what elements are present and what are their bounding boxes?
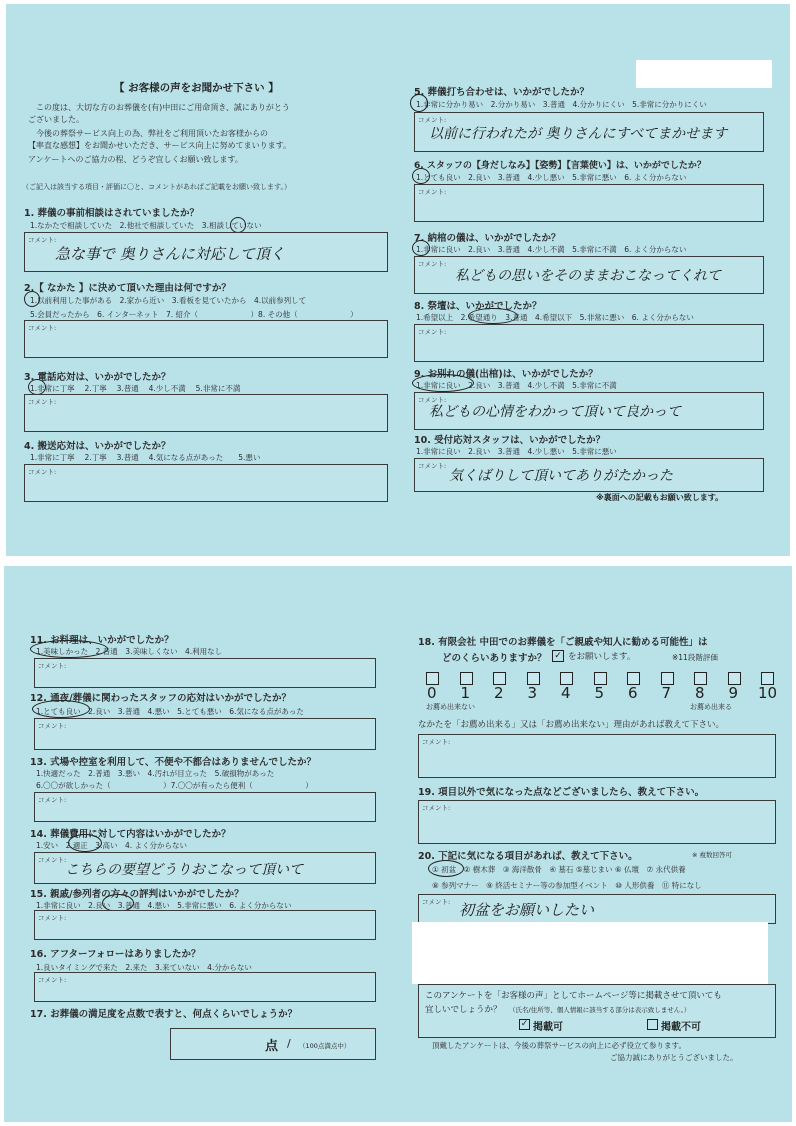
comment-box[interactable] xyxy=(414,392,764,430)
question-title: 9. お別れの儀(出棺)は、いかがでしたか？ xyxy=(414,369,598,380)
answer-circle-mark xyxy=(28,379,46,395)
question-title: 8. 祭壇は、いかがでしたか？ xyxy=(414,301,542,312)
question-title: どのくらいありますか？ xyxy=(442,653,547,664)
question-options: 1.非常に丁寧 2.丁寧 3.普通 4.気になる点があった 5.悪い xyxy=(30,453,261,462)
comment-label: コメント: xyxy=(422,804,451,812)
footer-line: ご協力誠にありがとうございました。 xyxy=(610,1053,738,1062)
comment-box[interactable] xyxy=(34,718,376,750)
score-slash: / xyxy=(287,1037,291,1050)
handwritten-comment: 初盆をお願いしたい xyxy=(459,901,595,919)
comment-box[interactable] xyxy=(24,464,388,502)
question-title: 1. 葬儀の事前相談はされていましたか？ xyxy=(24,208,200,219)
comment-label: コメント: xyxy=(38,662,67,670)
intro-line: アンケートへのご協力の程、どうぞ宜しくお願い致します。 xyxy=(28,155,243,164)
comment-box[interactable] xyxy=(414,184,764,222)
scale-number: 2 xyxy=(494,684,504,702)
comment-label: コメント: xyxy=(418,328,447,336)
comment-label: コメント: xyxy=(422,898,451,906)
answer-circle-mark xyxy=(412,240,430,256)
scale-low-label: お薦め出来ない xyxy=(426,703,475,711)
scale-high-label: お薦め出来る xyxy=(690,703,732,711)
handwritten-comment: こちらの要望どうりおこなって頂いて xyxy=(65,862,303,878)
question-options: 1.非常に良い 2.良い 3.普通 4.少し不満 5.非常に不満 6. よく分からない xyxy=(416,245,687,254)
intro-line: ございました。 xyxy=(28,115,84,124)
scale-number: 9 xyxy=(728,684,739,702)
scale-number: 3 xyxy=(527,684,538,702)
question-options: 1.非常に良い 2.良い 3.普通 4.少し不満 5.非常に不満 xyxy=(416,381,617,390)
comment-box[interactable] xyxy=(24,320,388,358)
scale-number: 4 xyxy=(561,684,571,702)
intro-line: 今後の葬祭サービス向上の為、弊社をご利用頂いたお客様からの xyxy=(36,129,268,138)
back-page-note: ※裏面への記載もお願い致します。 xyxy=(596,493,724,502)
comment-label: コメント: xyxy=(28,324,57,332)
question-options: 1.非常に良い 2.良い 3.普通 4.少し悪い 5.非常に悪い xyxy=(416,447,617,456)
intro-line: 【率直な感想】をお聞かせいただき、サービス向上に努めてまいります。 xyxy=(28,141,292,150)
comment-label: コメント: xyxy=(418,462,447,470)
comment-label: コメント: xyxy=(28,236,57,244)
comment-box[interactable] xyxy=(414,256,764,294)
question-title: 6. スタッフの【身だしなみ】【姿勢】【言葉使い】は、いかがでしたか？ xyxy=(414,161,706,171)
comment-box[interactable] xyxy=(34,910,376,940)
comment-box[interactable] xyxy=(34,972,376,1002)
instructions-note: （ご記入は該当する項目・評価に〇と、コメントがあればご記載をお願い致します。） xyxy=(22,183,291,191)
answer-circle-mark xyxy=(68,834,102,852)
handwritten-comment: 急な事で 奥りさんに対応して頂く xyxy=(55,245,285,263)
survey-title: 【 お客様の声をお聞かせ下さい 】 xyxy=(114,82,279,94)
question-title: 3. 電話応対は、いかがでしたか？ xyxy=(24,372,171,383)
question-title: 7. 納棺の儀は、いかがでしたか？ xyxy=(414,233,561,244)
handwritten-comment: 私どもの思いをそのままおこなってくれて xyxy=(455,268,721,284)
question-title: 15. 親戚/参列者の方々の評判はいかがでしたか？ xyxy=(30,889,244,900)
question-options: 1.美味しかった 2.普通 3.美味しくない 4.利用なし xyxy=(36,647,223,656)
answer-circle-mark xyxy=(412,168,430,184)
handwritten-comment: 以前に行われたが 奥りさんにすべてまかせます xyxy=(429,126,728,142)
comment-box[interactable] xyxy=(34,792,376,822)
comment-label: コメント: xyxy=(38,722,67,730)
comment-label: コメント: xyxy=(418,260,447,268)
score-input-box[interactable] xyxy=(170,1028,376,1060)
comment-label: コメント: xyxy=(38,796,67,804)
question-title: 4. 搬送応対は、いかがでしたか？ xyxy=(24,441,171,452)
question-options: 1.とても良い 2.良い 3.普通 4.悪い 5.とても悪い 6.気になる点があった xyxy=(36,707,304,716)
question-options: 6.〇〇が欲しかった（ ）7.〇〇が有ったら便利（ ） xyxy=(36,781,313,790)
comment-box[interactable] xyxy=(418,734,776,778)
scale-number: 1 xyxy=(460,684,471,702)
handwritten-comment: 私どもの心情をわかって頂いて良かって xyxy=(429,404,681,420)
question-title: 14. 葬儀費用に対して内容はいかがでしたか？ xyxy=(30,829,231,840)
comment-label: コメント: xyxy=(422,738,451,746)
question-options: 1.とても良い 2.良い 3.普通 4.少し悪い 5.非常に悪い 6. よく分からない xyxy=(416,173,687,182)
question-title: 20. 下記に気になる項目があれば、教えて下さい。 xyxy=(418,851,638,862)
question-options: 1.以前利用した事がある 2.家から近い 3.看板を見ていたから 4.以前参列して xyxy=(30,296,307,305)
redacted-area xyxy=(636,60,772,88)
comment-label: コメント: xyxy=(38,914,67,922)
answer-circle-mark xyxy=(230,217,246,233)
question-title: 18. 有限会社 中田でのお葬儀を「ご親戚や知人に勧める可能性」は xyxy=(418,637,708,648)
publish-yes-checkbox[interactable]: ✓ xyxy=(520,1019,529,1029)
question-options: 1.非常に良い 2.良い 3.普通 4.悪い 5.非常に悪い 6. よく分からない xyxy=(36,901,292,910)
publish-yes-label: 掲載可 xyxy=(533,1022,563,1033)
answer-circle-mark xyxy=(410,94,428,112)
question-options: 1.希望以上 2.希望通り 3.普通 4.希望以下 5.非常に悪い 6. よく分からない xyxy=(416,313,694,322)
survey-page-back xyxy=(4,566,792,1122)
question-options: 5.会員だったから 6. インターネット 7. 紹介（ ）8. その他（ ） xyxy=(30,310,358,319)
scale-number: 0 xyxy=(427,684,437,702)
question-title: 2.【 なかた 】に決めて頂いた理由は何ですか？ xyxy=(24,283,231,294)
publish-no-label: 掲載不可 xyxy=(661,1022,701,1033)
question-options: 1.なかたで相談していた 2.他社で相談していた 3.相談していない xyxy=(30,221,262,230)
comment-box[interactable] xyxy=(34,852,376,884)
question-title: 12. 通夜/葬儀に関わったスタッフの応対はいかがでしたか？ xyxy=(30,693,292,704)
scale-note: ※11段階評価 xyxy=(672,653,718,662)
answer-circle-mark xyxy=(30,640,108,658)
scale-number: 6 xyxy=(628,684,638,702)
answer-circle-mark xyxy=(468,308,518,324)
comment-label: コメント: xyxy=(38,976,67,984)
question-options: ① 初盆 ② 樹木葬 ③ 海洋散骨 ④ 墓石 ⑤墓じまい ⑥ 仏壇 ⑦ 永代供養 xyxy=(432,865,686,874)
comment-box[interactable] xyxy=(414,324,764,362)
footer-line: 頂戴したアンケートは、今後の葬祭サービスの向上に必ず役立て参ります。 xyxy=(432,1041,686,1050)
comment-box[interactable] xyxy=(34,658,376,688)
survey-page-front xyxy=(6,4,790,556)
scale-number: 5 xyxy=(594,684,605,702)
answer-circle-mark xyxy=(32,700,90,718)
comment-label: コメント: xyxy=(418,396,447,404)
question-options: 1.快適だった 2.普通 3.悪い 4.汚れが目立った 5.破損物があった xyxy=(36,769,275,778)
comment-box[interactable] xyxy=(418,800,776,844)
publish-question-line: 宜しいでしょうか？ xyxy=(425,1005,502,1015)
question-title: 19. 項目以外で気になった点などございましたら、教えて下さい。 xyxy=(418,787,705,798)
checkmark-sample-icon: ✓ xyxy=(552,650,564,662)
question-options: ⑧ 参列マナー ⑨ 終活セミナー等の参加型イベント ⑩ 人形供養 ⑪ 特になし xyxy=(432,881,702,890)
score-unit: 点 xyxy=(265,1039,279,1054)
question-title: 17. お葬儀の満足度を点数で表すと、何点くらいでしょうか？ xyxy=(30,1009,298,1020)
question-options: 1.良いタイミングで来た 2.来た 3.来ていない 4.分からない xyxy=(36,963,252,972)
comment-label: コメント: xyxy=(418,188,447,196)
publish-no-checkbox[interactable] xyxy=(647,1019,658,1030)
redacted-area xyxy=(412,922,768,984)
reason-prompt: なかたを「お薦め出来る」又は「お薦め出来ない」理由があれば教えて下さい。 xyxy=(418,720,725,730)
comment-box[interactable] xyxy=(418,894,776,924)
question-title: 13. 式場や控室を利用して、不便や不都合はありませんでしたか？ xyxy=(30,757,316,768)
question-title: 16. アフターフォローはありましたか？ xyxy=(30,949,201,960)
answer-circle-mark xyxy=(412,374,474,392)
comment-box[interactable] xyxy=(24,394,388,432)
handwritten-comment: 気くばりして頂いてありがたかった xyxy=(449,468,673,484)
question-options: 1.非常に丁寧 2.丁寧 3.普通 4.少し不満 5.非常に不満 xyxy=(30,384,241,393)
comment-label: コメント: xyxy=(418,116,447,124)
score-max-note: （100点満点中） xyxy=(299,1042,351,1050)
scale-number: 8 xyxy=(695,684,705,702)
question-title: 10. 受付応対スタッフは、いかがでしたか？ xyxy=(414,435,606,446)
answer-circle-mark xyxy=(24,291,40,307)
question-options: 1.非常に分かり易い 2.分かり易い 3.普通 4.分かりにくい 5.非常に分かりにくい xyxy=(416,100,707,109)
comment-label: コメント: xyxy=(38,856,67,864)
comment-label: コメント: xyxy=(28,468,57,476)
question-options: 1.安い 2.適正 3.高い 4. よく分からない xyxy=(36,841,188,850)
comment-box[interactable] xyxy=(414,112,764,152)
check-instruction: をお願いします。 xyxy=(568,652,636,662)
question-title: 11. お料理は、いかがでしたか？ xyxy=(30,635,174,646)
comment-box[interactable] xyxy=(24,232,388,272)
question-title: 5. 葬儀打ち合わせは、いかがでしたか？ xyxy=(414,87,590,98)
scale-number: 7 xyxy=(661,684,672,702)
scale-number: 10 xyxy=(758,684,778,702)
answer-circle-mark xyxy=(428,860,464,877)
privacy-note: （氏名/住所等、個人情報に該当する部分は表示致しません。） xyxy=(509,1006,691,1014)
multi-answer-note: ※ 複数回答可 xyxy=(692,851,733,859)
publish-consent-box xyxy=(418,984,776,1038)
publish-question-line: このアンケートを「お客様の声」としてホームページ等に掲載させて頂いても xyxy=(425,991,722,1001)
intro-line: この度は、大切な方のお葬儀を(有)中田にご用命頂き、誠にありがとう xyxy=(36,103,290,112)
comment-label: コメント: xyxy=(28,398,57,406)
comment-box[interactable] xyxy=(414,458,764,492)
